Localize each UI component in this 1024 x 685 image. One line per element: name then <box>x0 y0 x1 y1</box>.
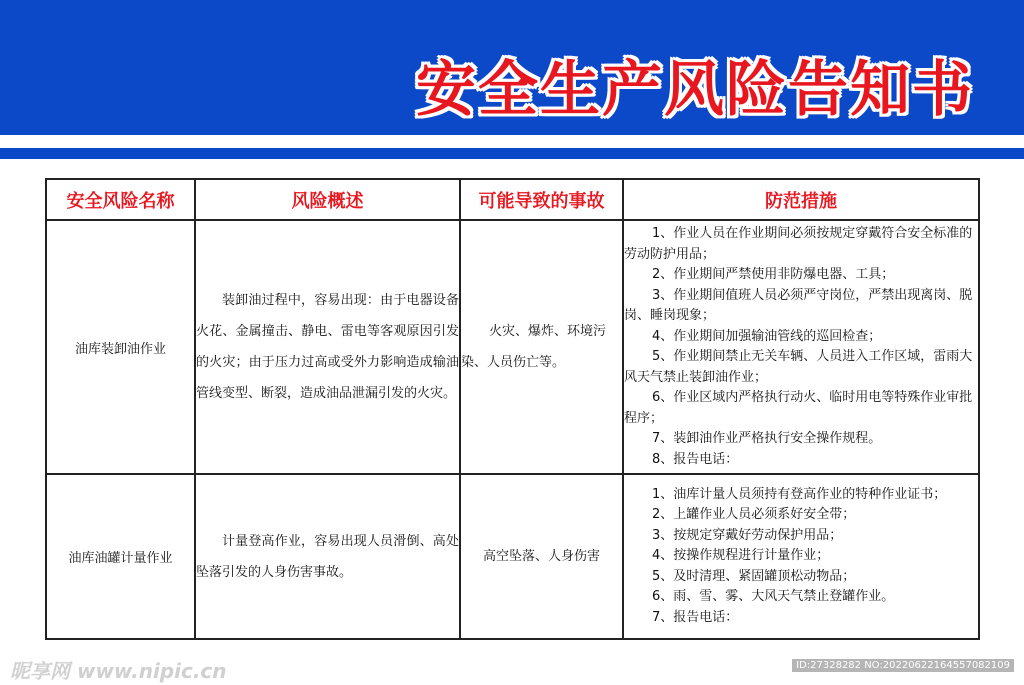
list-item: 5、及时清理、紧固罐顶松动物品； <box>652 568 856 584</box>
list-item: 7、装卸油作业严格执行安全操作规程。 <box>652 431 882 446</box>
possible-accidents-text: 高空坠落、人身伤害 <box>482 549 600 564</box>
header-risk-overview: 风险概述 <box>195 179 460 220</box>
risk-overview-cell <box>195 474 460 639</box>
list-item: 2、上罐作业人员必须系好安全带； <box>652 507 856 523</box>
list-item: 7、报告电话： <box>652 609 739 625</box>
watermark-id: ID:27328282 NO:20220622164557082109 <box>792 659 1014 672</box>
list-item: 6、作业区域内严格执行动火、临时用电等特殊作业审批程序； <box>624 390 973 426</box>
table-row <box>46 474 979 639</box>
list-item: 1、作业人员在作业期间必须按规定穿戴符合安全标准的劳动防护用品； <box>624 226 973 262</box>
risk-name-cell: 油库装卸油作业 <box>46 220 195 474</box>
table-header-row <box>46 179 979 220</box>
list-item: 6、雨、雪、雾、大风天气禁止登罐作业。 <box>652 589 895 605</box>
risk-overview-cell <box>195 220 460 474</box>
list-item: 4、按操作规程进行计量作业； <box>652 548 830 564</box>
risk-overview-text: 计量登高作业，容易出现人员滑倒、高处坠落引发的人身伤害事故。 <box>196 533 459 580</box>
list-item: 4、作业期间加强输油管线的巡回检查； <box>652 328 882 344</box>
measures-list <box>624 224 978 470</box>
list-item: 3、按规定穿戴好劳动保护用品； <box>652 527 843 543</box>
watermark-logo: 昵享网 www.nipic.cn <box>10 659 227 683</box>
risk-overview-text: 装卸油过程中，容易出现：由于电器设备火花、金属撞击、静电、雷电等客观原因引发的火灾；由于压力过高或受外力影响造成输油管线变型、断裂，造成油品泄漏引发的火灾。 <box>196 293 459 401</box>
list-item: 8、报告电话： <box>652 451 739 467</box>
risk-table <box>45 178 980 640</box>
list-item: 1、油库计量人员须持有登高作业的特种作业证书； <box>652 486 947 502</box>
risk-name-cell: 油库油罐计量作业 <box>46 474 195 639</box>
list-item: 5、作业期间禁止无关车辆、人员进入工作区域，雷雨大风天气禁止装卸油作业； <box>624 349 973 385</box>
header-stripe <box>0 148 1024 159</box>
possible-accidents-cell <box>460 474 623 639</box>
header-preventive-measures: 防范措施 <box>623 179 979 220</box>
measures-cell <box>623 474 979 639</box>
page-title: 安全生产风险告知书 <box>416 55 974 125</box>
possible-accidents-text: 火灾、爆炸、环境污染、人员伤亡等。 <box>461 324 607 370</box>
measures-cell <box>623 220 979 474</box>
list-item: 3、作业期间值班人员必须严守岗位，严禁出现离岗、脱岗、睡岗现象； <box>624 287 973 323</box>
header-possible-accidents: 可能导致的事故 <box>460 179 623 220</box>
measures-list <box>624 485 978 629</box>
list-item: 2、作业期间严禁使用非防爆电器、工具； <box>652 267 895 282</box>
header-risk-name: 安全风险名称 <box>46 179 195 220</box>
possible-accidents-cell <box>460 220 623 474</box>
table-row <box>46 220 979 474</box>
